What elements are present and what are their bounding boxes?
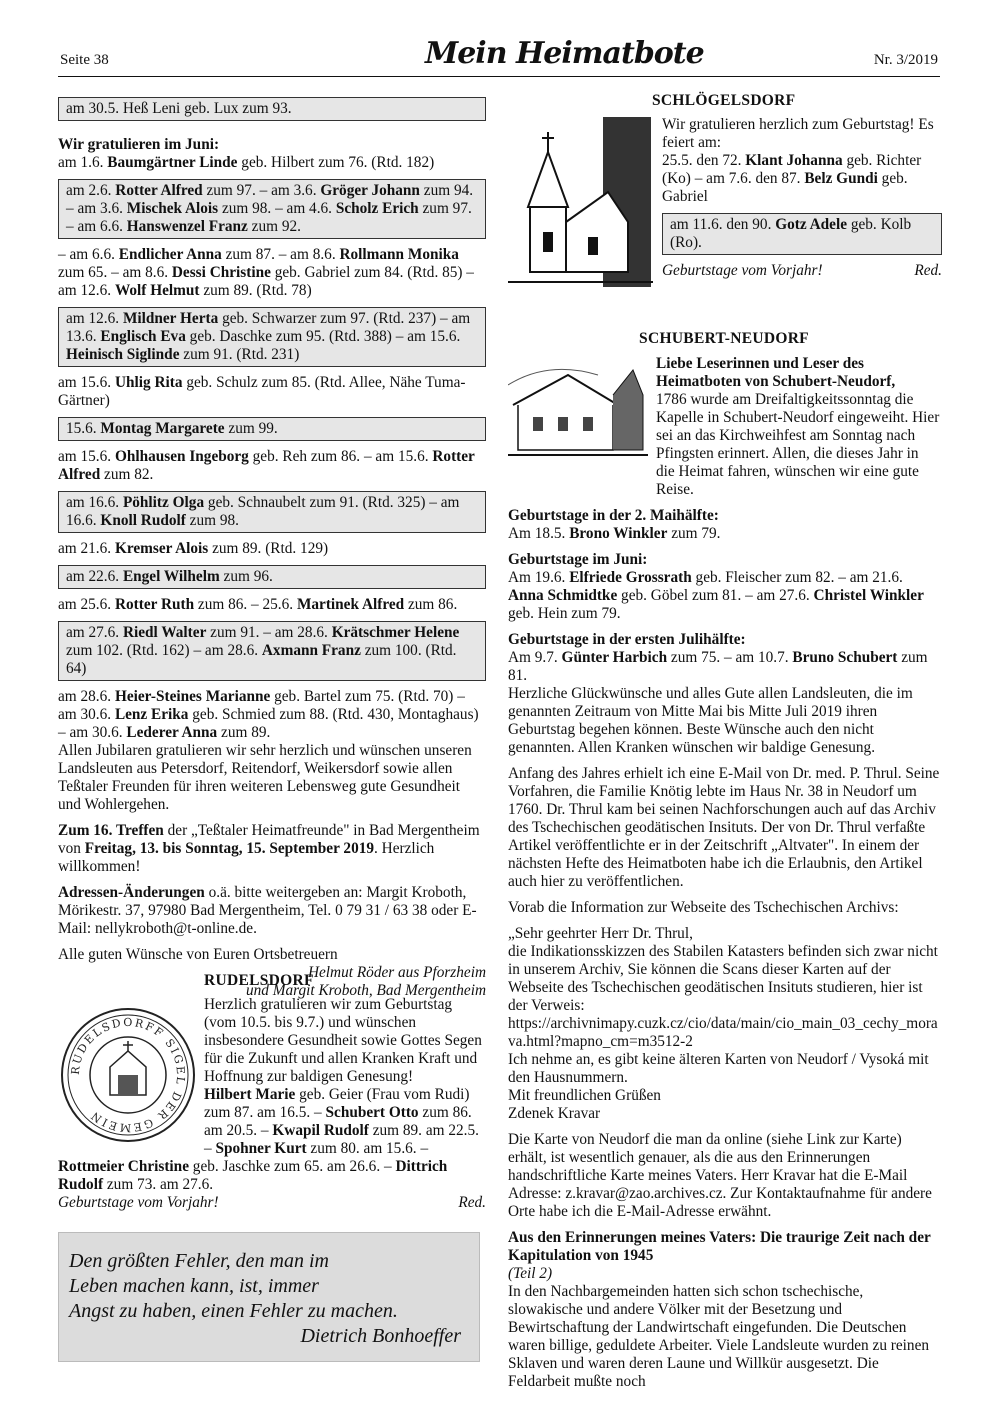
june-heading: Wir gratulieren im Juni: (58, 136, 220, 153)
schloegelsdorf-intro: Wir gratulieren herzlich zum Geburtstag! Es feiert am: (662, 116, 934, 151)
rudelsdorf-text: Herzlich gratulieren wir zum Geburtstag (vom 10.5. bis 9.7.) und wünschen insbesondere Gesundheit sowie Gottes Segen für die Zukunft und allen Kranken Kraft und Hoffnung zur baldigen Genesung! Hilbert Marie geb. Geier (Frau vom Rudi) zum 87. am 16.5. – Schubert Otto zum 86. am 20.5. – Kwapil Rudolf zum 89. am 22.5. – Spohner Kurt zum 80. am 15.6. – (204, 996, 482, 1157)
birthday-box: am 12.6. Mildner Herta geb. Schwarzer zum 97. (Rtd. 237) – am 13.6. Englisch Eva geb. Daschke zum 95. (Rtd. 388) – am 15.6. Heinisch Siglinde zum 91. (Rtd. 231) (58, 307, 486, 367)
email-paragraph: Anfang des Jahres erhielt ich eine E-Mail von Dr. med. P. Thrul. Seine Vorfahren, die Familie Knötig lebte im Haus Nr. 38 in Neudorf um 1760. Dr. Thrul kam bei seinen Nachforschungen auch auf das Archiv des Tschechischen geodätischen Insituts. Der von Dr. Thrul verfaßte Artikel veröffentlichte er in der Zeitschrift „Altvater". In einem der nächsten Hefte des Heimatboten habe ich die Erlaubnis, den Artikel auch hier zu veröffentlichen. (508, 765, 940, 890)
birthday-paragraph: am 15.6. Uhlig Rita geb. Schulz zum 85. (Rtd. Allee, Nähe Tuma-Gärtner) (58, 374, 466, 409)
letter-body: Ich nehme an, es gibt keine älteren Karten von Neudorf / Vysoká mit den Hausnummern. (508, 1051, 929, 1086)
birthday-box: am 27.6. Riedl Walter zum 91. – am 28.6. Krätschmer Helene zum 102. (Rtd. 162) – am 28.6. Axmann Franz zum 100. (Rtd. 64) (58, 621, 486, 681)
address-paragraph: Adressen-Änderungen o.ä. bitte weitergeben an: Margit Kroboth, Mörikestr. 37, 97980 Bad Mergentheim, Tel. 0 79 31 / 63 38 oder E-Mail: nellykroboth@t-online.de. (58, 884, 477, 937)
birthdays-july: Am 9.7. Günter Harbich zum 75. – am 10.7. Bruno Schubert zum 81. (508, 649, 928, 684)
rudelsdorf-title-wrap (204, 972, 488, 990)
heading-july: Geburtstage in der ersten Julihälfte: (508, 631, 746, 648)
birthday-box: 15.6. Montag Margarete zum 99. (58, 417, 486, 441)
letter-greeting: „Sehr geehrter Herr Dr. Thrul, (508, 925, 693, 942)
red-note: Geburtstage vom Vorjahr! Red. (662, 262, 942, 279)
memories-paragraph: In den Nachbargemeinden hatten sich schon tschechische, slowakische und andere Völker mit der Besetzung und Bewirtschaftung der Landwirtschaft eingefunden. Die Deutschen waren billige, geduldete Arbeiter. Viele Landsleute wurden zu reinen Sklaven und waren deren Laune und Willkür ausgesetzt. Die Feldarbeit mußte noch (508, 1283, 930, 1390)
heading-may: Geburtstage in der 2. Maihälfte: (508, 507, 719, 524)
signature-line: und Margit Kroboth, Bad Mergentheim (245, 982, 486, 999)
birthday-box: am 11.6. den 90. Gotz Adele geb. Kolb (Ro). (662, 213, 942, 255)
birthday-box: am 16.6. Pöhlitz Olga geb. Schnaubelt zum 91. (Rtd. 325) – am 16.6. Knoll Rudolf zum 98. (58, 491, 486, 533)
rudelsdorf-text-cont: Rottmeier Christine geb. Jaschke zum 65. am 26.6. – Dittrich Rudolf zum 73. am 27.6. Geburtstage vom Vorjahr! Red. (58, 1158, 486, 1211)
left-column (58, 90, 486, 1000)
birthday-paragraph: – am 6.6. Endlicher Anna zum 87. – am 8.6. Rollmann Monika zum 65. – am 8.6. Dessi Christine geb. Gabriel zum 84. (Rtd. 85) – am 12.6. Wolf Helmut zum 89. (Rtd. 78) (58, 246, 474, 299)
archive-intro: Vorab die Information zur Webseite des Tschechischen Archivs: (508, 899, 899, 916)
birthday-paragraph: am 25.6. Rotter Ruth zum 86. – 25.6. Martinek Alfred zum 86. (58, 596, 458, 613)
village-seal-image (58, 1005, 198, 1145)
box-text: am 30.5. Heß Leni geb. Lux zum 93. (66, 100, 292, 117)
heading-june: Geburtstage im Juni: (508, 551, 648, 568)
wishes-paragraph: Herzliche Glückwünsche und alles Gute allen Landsleuten, die im genannten Zeitraum von Mitte Mai bis Mitte Juli 2019 ihren Geburtstag begehen können. Beste Wünsche auch den nicht genannten. Allen Kranken wünschen wir baldige Genesung. (508, 685, 913, 756)
chapel-illustration (508, 112, 653, 292)
svg-text:RUDELSDORFF SIGEL DER GEMEIN: RUDELSDORFF SIGEL DER GEMEIN (68, 1015, 188, 1135)
birthday-paragraph: am 15.6. Ohlhausen Ingeborg geb. Reh zum 86. – am 15.6. Rotter Alfred zum 82. (58, 448, 475, 483)
map-paragraph: Die Karte von Neudorf die man da online (siehe Link zur Karte) erhält, ist wesentlich genauer, als die aus den Erinnerungen handschriftliche Karte meines Vaters. Herr Kravar hat die E-Mail Adresse: z.kravar@zao.archives.cz. Zur Kontaktaufnahme für andere Orte habe ich die E-Mail-Adresse erwähnt. (508, 1131, 932, 1220)
archive-link[interactable]: https://archivnimapy.cuzk.cz/cio/data/main/cio_main_03_cechy_morava.html?mapno_cm=m3512-2 (508, 1015, 938, 1050)
section-title-rudelsdorf: RUDELSDORF (204, 972, 314, 989)
june-paragraph: am 1.6. Baumgärtner Linde geb. Hilbert zum 76. (Rtd. 182) (58, 154, 435, 171)
page-number: Seite 38 (60, 52, 109, 68)
schubert-title-wrap (508, 330, 940, 348)
quote-author: Dietrich Bonhoeffer (300, 1325, 461, 1347)
red-note: Geburtstage vom Vorjahr! Red. (58, 1194, 486, 1211)
letter-closing: Mit freundlichen Grüßen (508, 1087, 661, 1104)
memories-heading: Aus den Erinnerungen meines Vaters: Die traurige Zeit nach der Kapitulation von 1945 (508, 1229, 931, 1264)
letter-body: die Indikationsskizzen des Stabilen Katasters befinden sich zwar nicht in unserem Archiv, Sie können die Scans dieser Karten auf der Webseite des Tschechischen geodätischen Insituts studieren, hier ist der Verweis: (508, 943, 938, 1014)
birthday-box (58, 97, 486, 121)
birthday-box: am 2.6. Rotter Alfred zum 97. – am 3.6. Gröger Johann zum 94. – am 3.6. Mischek Alois zum 98. – am 4.6. Scholz Erich zum 97. – am 6.6. Hanswenzel Franz zum 92. (58, 179, 486, 239)
birthday-paragraph: am 28.6. Heier-Steines Marianne geb. Bartel zum 75. (Rtd. 70) – am 30.6. Lenz Erika geb. Schmied zum 88. (Rtd. 430, Montaghaus) – am 30.6. Lederer Anna zum 89. Allen Jubilaren gratulieren wir sehr herzlich und wünschen unseren Landsleuten aus Petersdorf, Reitendorf, Weikersdorf sowie allen Teßtaler Freunden für ihren weiteren Lebensweg gute Gesundheit und Wohlergehen. (58, 688, 479, 813)
quote-text: Den größten Fehler, den man im Leben machen kann, ist, immer Angst zu haben, einen Fehler zu machen. Dietrich Bonhoeffer (69, 1249, 469, 1349)
schloegelsdorf-birthdays: 25.5. den 72. Klant Johanna geb. Richter (Ko) – am 7.6. den 87. Belz Gundi geb. Gabriel (662, 152, 922, 205)
quote-box (58, 1232, 480, 1362)
schubert-intro-text: 1786 wurde am Dreifaltigkeitssonntag die Kapelle in Schubert-Neudorf eingeweiht. Hier sei an das Kirchweihfest am Sonntag nach Pfingsten erinnert. Allen, die dieses Jahr in die Heimat fahren, wünschen wir eine gute Reise. (656, 391, 940, 498)
birthday-paragraph: am 21.6. Kremser Alois zum 89. (Rtd. 129) (58, 540, 329, 557)
header-rule (58, 76, 940, 77)
birthdays-june: Am 19.6. Elfriede Grossrath geb. Fleischer zum 82. – am 21.6. Anna Schmidtke geb. Göbel zum 81. – am 27.6. Christel Winkler geb. Hein zum 79. (508, 569, 924, 622)
section-title-schloegelsdorf: SCHLÖGELSDORF (652, 92, 796, 109)
letter-signature: Zdenek Kravar (508, 1105, 601, 1122)
issue-number: Nr. 3/2019 (873, 52, 938, 68)
right-column (508, 355, 940, 1391)
birthday-box: am 22.6. Engel Wilhelm zum 96. (58, 565, 486, 589)
signature-line: Helmut Röder aus Pforzheim (307, 964, 486, 981)
birthdays-may: Am 18.5. Brono Winkler zum 79. (508, 525, 721, 542)
meeting-paragraph: Zum 16. Treffen der „Teßtaler Heimatfreunde" in Bad Mergentheim von Freitag, 13. bis Sonntag, 15. September 2019. Herzlich willkommen! (58, 822, 480, 875)
part-label: (Teil 2) (508, 1265, 553, 1282)
section-title-schubert: SCHUBERT-NEUDORF (639, 330, 809, 347)
schloegelsdorf-section (652, 92, 942, 280)
schubert-intro: Liebe Leserinnen und Leser des Heimatboten von Schubert-Neudorf, (656, 355, 896, 390)
wishes-line: Alle guten Wünsche von Euren Ortsbetreuern (58, 946, 338, 963)
masthead-logo: Mein Heimatbote (425, 36, 704, 71)
